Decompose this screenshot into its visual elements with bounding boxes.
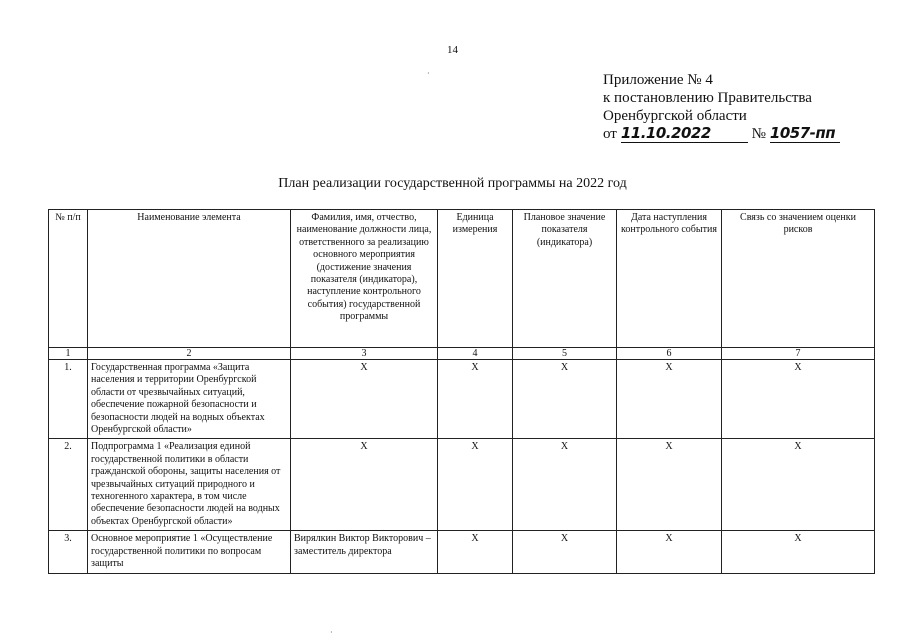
appendix-date-row: [603, 125, 840, 143]
planned-cell: Х: [513, 531, 617, 573]
responsible-cell: Х: [291, 360, 438, 439]
element-name: Государственная программа «Защита населения и территории Оренбургской области от чрезвычайных ситуаций, обеспечение пожарной безопасности и безопасности людей на водных объектах Оренбургской области»: [88, 360, 291, 439]
date-cell: Х: [617, 531, 722, 573]
responsible-cell: Вирялкин Виктор Викторович – заместитель директора: [291, 531, 438, 573]
page-number: 14: [447, 44, 458, 56]
date-prefix: от: [603, 126, 617, 142]
header-row: [49, 210, 875, 348]
appendix-line-2: к постановлению Правительства: [603, 90, 812, 106]
scan-speck: ·: [330, 628, 333, 637]
header-element-name: Наименование элемента: [88, 210, 291, 348]
table-row: [49, 531, 875, 573]
document-title: План реализации государственной программы на 2022 год: [278, 176, 627, 191]
appendix-block: [603, 71, 840, 143]
date-value: 11.10.2022: [620, 124, 711, 142]
row-number: 3.: [49, 531, 88, 573]
header-responsible: Фамилия, имя, отчество, наименование должности лица, ответственного за реализацию основного мероприятия (достижение значения показателя (индикатора), наступление контрольного события) государственной программы: [291, 210, 438, 348]
header-number: № п/п: [49, 210, 88, 348]
plan-table: [48, 209, 875, 574]
planned-cell: Х: [513, 439, 617, 531]
row-number: 2.: [49, 439, 88, 531]
date-field: [621, 126, 748, 143]
element-name: Основное мероприятие 1 «Осуществление государственной политики по вопросам защиты: [88, 531, 291, 573]
unit-cell: Х: [438, 531, 513, 573]
appendix-line-1: Приложение № 4: [603, 72, 713, 88]
date-cell: Х: [617, 360, 722, 439]
header-event-date: Дата наступления контрольного события: [617, 210, 722, 348]
header-risk-link: Связь со значением оценки рисков: [722, 210, 875, 348]
table-row: [49, 439, 875, 531]
number-value: 1057-пп: [769, 124, 836, 142]
column-number: 3: [291, 348, 438, 360]
column-number: 6: [617, 348, 722, 360]
scan-speck: ·: [427, 69, 430, 78]
unit-cell: Х: [438, 439, 513, 531]
risk-cell: Х: [722, 360, 875, 439]
responsible-cell: Х: [291, 439, 438, 531]
risk-cell: Х: [722, 531, 875, 573]
unit-cell: Х: [438, 360, 513, 439]
number-field: [770, 126, 840, 143]
column-number-row: [49, 348, 875, 360]
row-number: 1.: [49, 360, 88, 439]
column-number: 4: [438, 348, 513, 360]
element-name: Подпрограмма 1 «Реализация единой государственной политики в области гражданской обороны, защиты населения от чрезвычайных ситуаций природного и техногенного характера, в том числе обеспечение безопасности людей на водных объектах Оренбургской области»: [88, 439, 291, 531]
column-number: 2: [88, 348, 291, 360]
column-number: 5: [513, 348, 617, 360]
planned-cell: Х: [513, 360, 617, 439]
header-unit: Единица измерения: [438, 210, 513, 348]
table-row: [49, 360, 875, 439]
header-planned-value: Плановое значение показателя (индикатора): [513, 210, 617, 348]
date-cell: Х: [617, 439, 722, 531]
column-number: 7: [722, 348, 875, 360]
appendix-line-3: Оренбургской области: [603, 108, 747, 124]
column-number: 1: [49, 348, 88, 360]
risk-cell: Х: [722, 439, 875, 531]
number-prefix: №: [751, 126, 766, 142]
